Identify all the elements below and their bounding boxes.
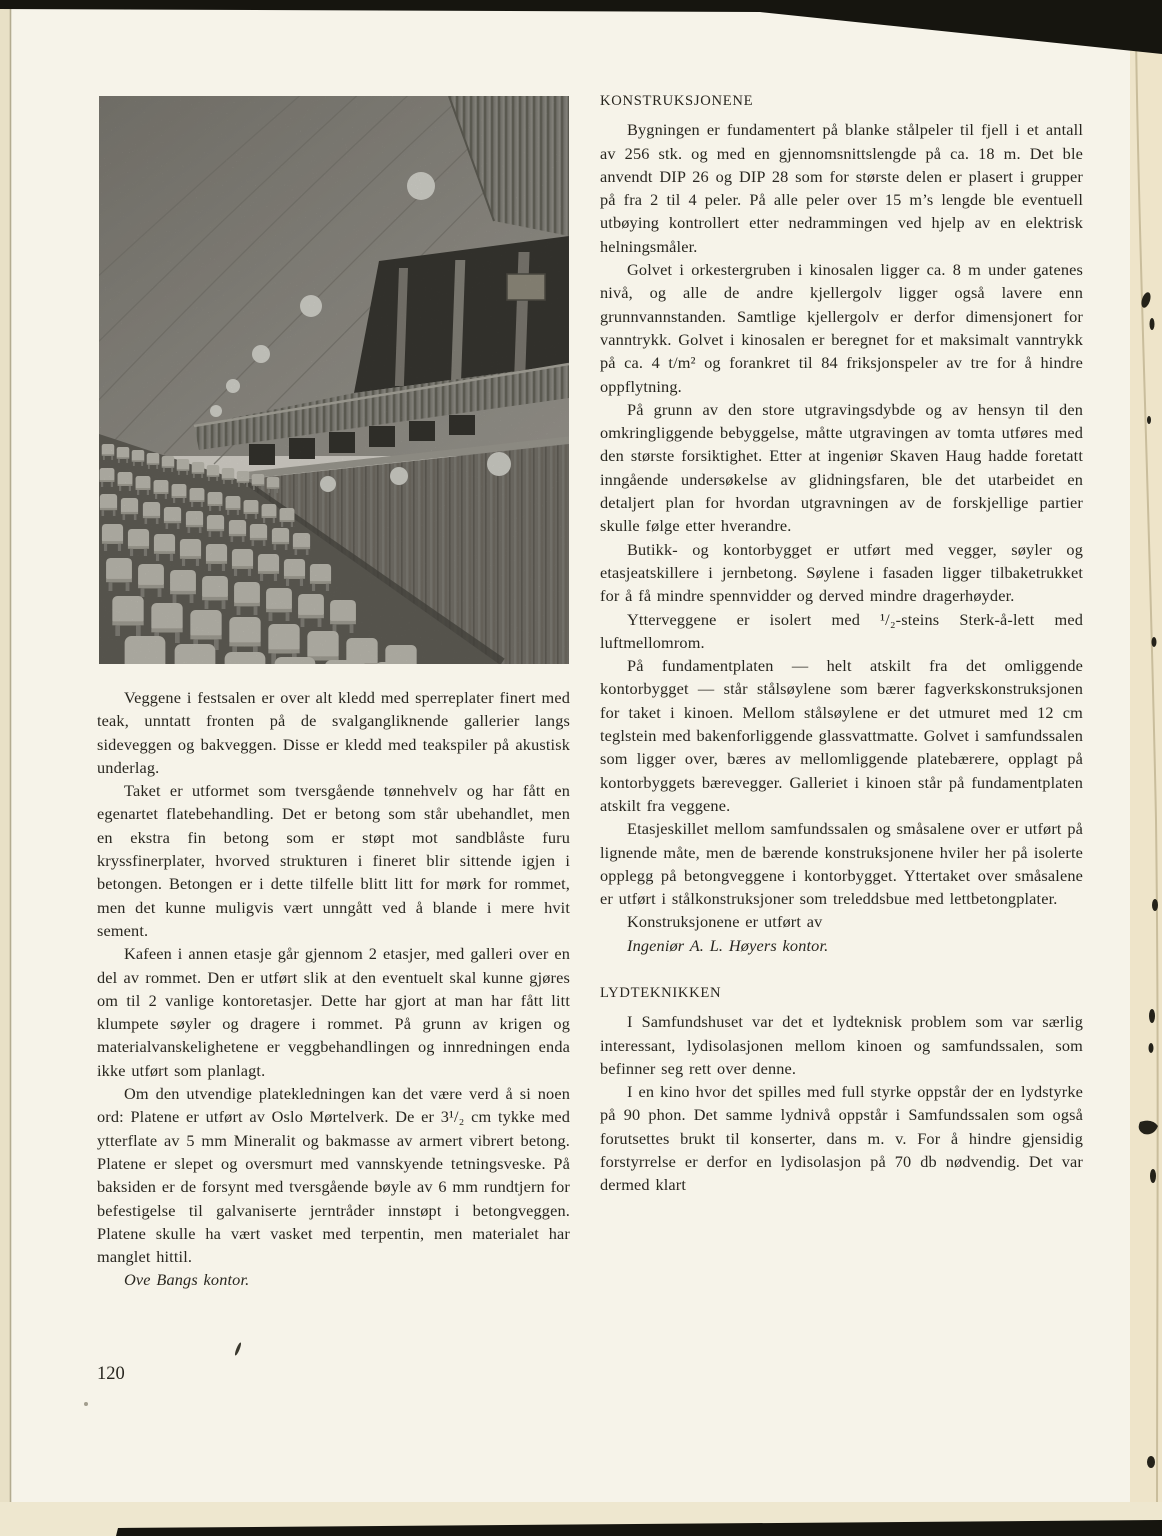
paragraph: Taket er utformet som tversgående tønnehvelv og har fått en egenartet flatebehandling. Det er betong som står ubehandlet, men en ekstra fin betong som er støpt mot sandblåste furu kryssfinerplater, hvorved strukturen i fineret blir sittende igjen i betongen. Betongen er i dette tilfelle blitt litt for mørk for rommet, men det kunne muligvis vært unngått ved å blande i mere hvit sement.	[97, 781, 570, 940]
right-column	[600, 90, 1083, 1197]
signature-hoyers-kontor: Ingeniør A. L. Høyers kontor.	[627, 935, 829, 955]
paragraph: Golvet i orkestergruben i kinosalen ligger ca. 8 m under gatenes nivå, og alle de andre kjellergolv ligger også lavere enn grunnvannstanden. Samtlige kjellergolv er derfor dimensjonert for vanntrykk. Golvet i kinosalen er beregnet for et maksimalt vanntrykk på ca. 4 t/m² og forankret til 84 friksjonspeler av tre for å hindre oppflytning.	[600, 260, 1083, 396]
auditorium-photo	[99, 96, 569, 664]
auditorium-photo-art	[99, 96, 569, 664]
paragraph: Etasjeskillet mellom samfundssalen og småsalene over er utført på lignende måte, men de bærende konstruksjonene hviler her på isolerte opplegg på betongveggene i kontorbygget. Yttertaket over småsalene er utført i stålkonstruksjoner som treleddsbue med lettbetongplater.	[600, 819, 1083, 909]
paragraph: Kafeen i annen etasje går gjennom 2 etasjer, med galleri over en del av rommet. Den er utført slik at den eventuelt skal kunne gjøres om til 2 vanlige kontoretasjer. Dette har gjort at man har fått litt klumpete søyler og dragere i rommet. På grunn av krigen og materialvanskelighetene er veggbehandlingen og innredningen enda ikke utført som planlagt.	[97, 944, 570, 1080]
paragraph: Om den utvendige platekledningen kan det være verd å si noen ord: Platene er utført av Oslo Mørtelverk. De er 3¹/₂ cm tykke med ytterflate av 5 mm Mineralit og bakmasse av armert vibrert betong. Platene er slepet og oversmurt med vannskyende tetningsveske. På baksiden er de forsynt med tversgående bøyle av 6 mm rundtjern for befestigelse til galvaniserte jerntråder innstøpt i betongveggen. Platene skulle ha vært vasket med terpentin, men materialet har manglet hittil.	[97, 1084, 570, 1267]
paragraph: Ytterveggene er isolert med ¹/₂-steins Sterk-å-lett med luftmellomrom.	[600, 609, 1083, 652]
paragraph: I Samfundshuset var det et lydteknisk problem som var særlig interessant, lydisolasjonen mellom kinoen og samfundssalen, som befinner seg rett over denne.	[600, 1012, 1083, 1078]
paragraph: Bygningen er fundamentert på blanke stålpeler til fjell i et antall av 256 stk. og med en gjennomsnittslengde på ca. 18 m. Det ble anvendt DIP 26 og DIP 28 som for største delen er plasert i grupper på fra 2 til 4 peler. På alle peler over 15 m’s lengde ble eventuell utbøying kontrollert etter nedrammingen ved hjelp av en elektrisk helningsmåler.	[600, 120, 1083, 256]
paragraph: På grunn av den store utgravingsdybde og av hensyn til den omkringliggende bebyggelse, måtte utgravingen av tomta utføres med den største forsiktighet. Etter at ingeniør Skaven Haug hadde foretatt inngående undersøkelse av glidningsfaren, ble det utarbeidet en detaljert plan for hvordan utgravningen av de forskjellige partier skulle følge etter hverandre.	[600, 399, 1083, 536]
section-heading-lydteknikken: LYDTEKNIKKEN	[600, 984, 722, 1001]
signature-ove-bang: Ove Bangs kontor.	[124, 1270, 250, 1290]
paragraph: Butikk- og kontorbygget er utført med vegger, søyler og etasjeatskillere i jernbetong. Søylene i fasaden ligger tilbaketrukket for å få mindre spennvidder og derved mindre dragerhøyder.	[600, 539, 1083, 606]
paragraph: Veggene i festsalen er over alt kledd med sperreplater finert med teak, unntatt fronten på de svalgangliknende gallerier langs sideveggen og bakveggen. Disse er kledd med teakspiler på akustisk underlag.	[97, 688, 570, 777]
paragraph: På fundamentplaten — helt atskilt fra det omliggende kontorbygget — står stålsøylene som bærer fagverkskonstruksjonen for taket i kinoen. Mellom stålsøylene er det utmuret med 12 cm teglstein med bakenforliggende glassvattmatte. Golvet i samfundssalen som ligger over, bæres av mellomliggende platebærere, opplagt på kontorbyggets bærevegger. Galleriet i kinoen står på fundamentplaten atskilt fra veggene.	[600, 656, 1083, 815]
left-column	[97, 686, 570, 1292]
page-number: 120	[97, 1364, 125, 1384]
paragraph: Konstruksjonene er utført av	[627, 912, 823, 932]
paragraph: I en kino hvor det spilles med full styrke oppstår der en lydstyrke på 90 phon. Det samme lydnivå oppstår i Samfundssalen som også forutsettes brukt til konserter, dans m. v. For å hindre gjensidig forstyrrelse er derfor en lydisolasjon på 70 db nødvendig. Det var dermed klart	[600, 1082, 1083, 1195]
section-heading-konstruksjonene: KONSTRUKSJONENE	[600, 93, 754, 109]
section-lydteknikken	[600, 982, 1083, 1197]
